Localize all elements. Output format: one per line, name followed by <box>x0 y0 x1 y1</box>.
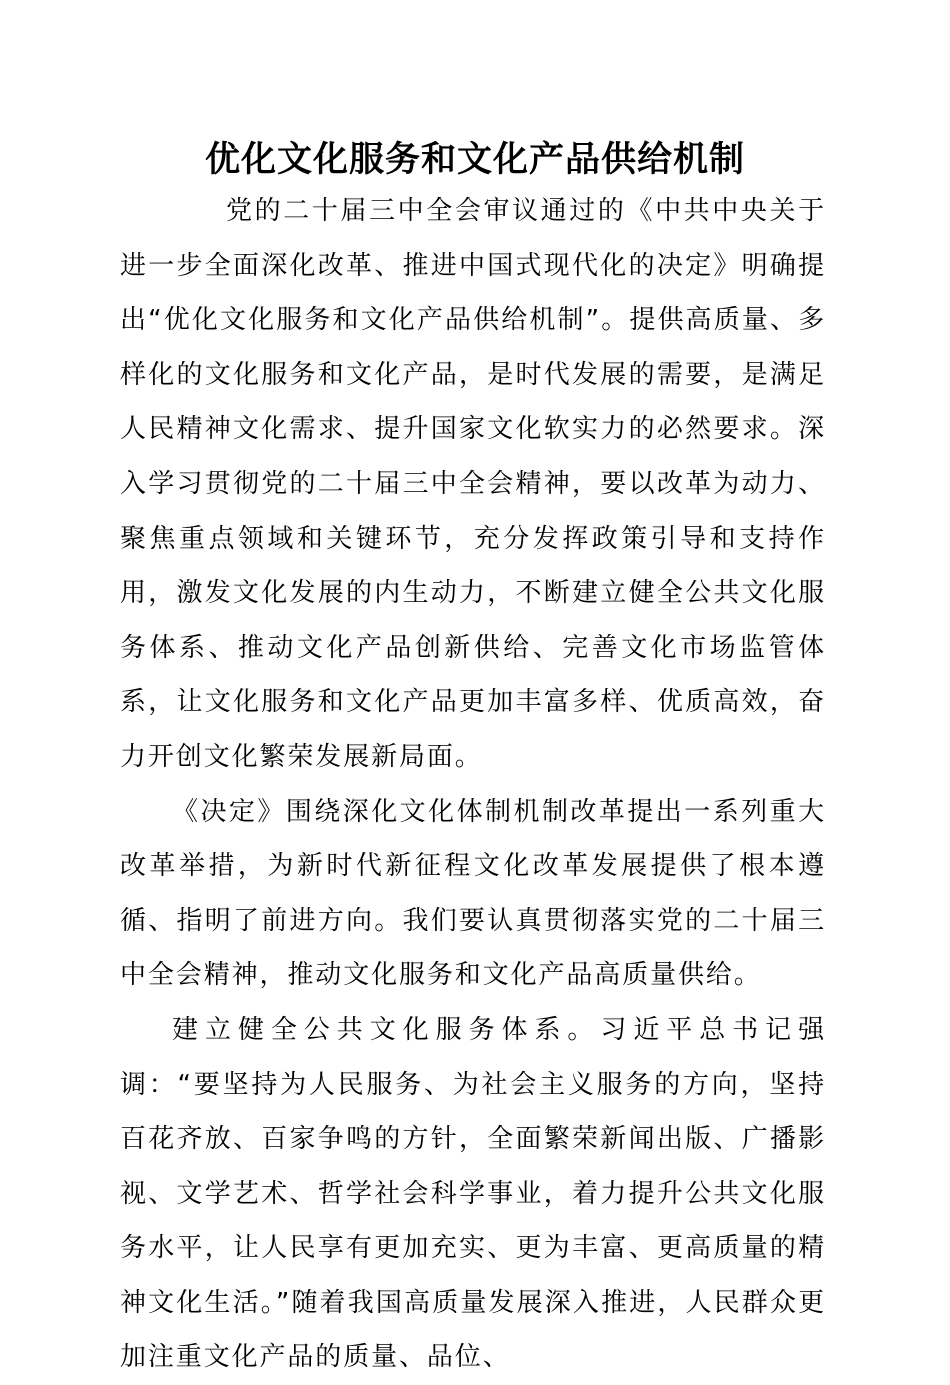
document-body <box>120 184 826 1385</box>
paragraph-1: 党的二十届三中全会审议通过的《中共中央关于进一步全面深化改革、推进中国式现代化的决定》明确提出“优化文化服务和文化产品供给机制”。提供高质量、多样化的文化服务和文化产品，是时代发展的需要，是满足人民精神文化需求、提升国家文化软实力的必然要求。深入学习贯彻党的二十届三中全会精神，要以改革为动力、聚焦重点领域和关键环节，充分发挥政策引导和支持作用，激发文化发展的内生动力，不断建立健全公共文化服务体系、推动文化产品创新供给、完善文化市场监管体系，让文化服务和文化产品更加丰富多样、优质高效，奋力开创文化繁荣发展新局面。 <box>120 196 826 772</box>
paragraph-2: 《决定》围绕深化文化体制机制改革提出一系列重大改革举措，为新时代新征程文化改革发展提供了根本遵循、指明了前进方向。我们要认真贯彻落实党的二十届三中全会精神，推动文化服务和文化产品高质量供给。 <box>120 796 826 991</box>
paragraph-3: 建立健全公共文化服务体系。习近平总书记强调：“要坚持为人民服务、为社会主义服务的方向，坚持百花齐放、百家争鸣的方针，全面繁荣新闻出版、广播影视、文学艺术、哲学社会科学事业，着力提升公共文化服务水平，让人民享有更加充实、更为丰富、更高质量的精神文化生活。”随着我国高质量发展深入推进，人民群众更加注重文化产品的质量、品位、 <box>120 1014 826 1373</box>
document-title: 优化文化服务和文化产品供给机制 <box>204 139 745 180</box>
